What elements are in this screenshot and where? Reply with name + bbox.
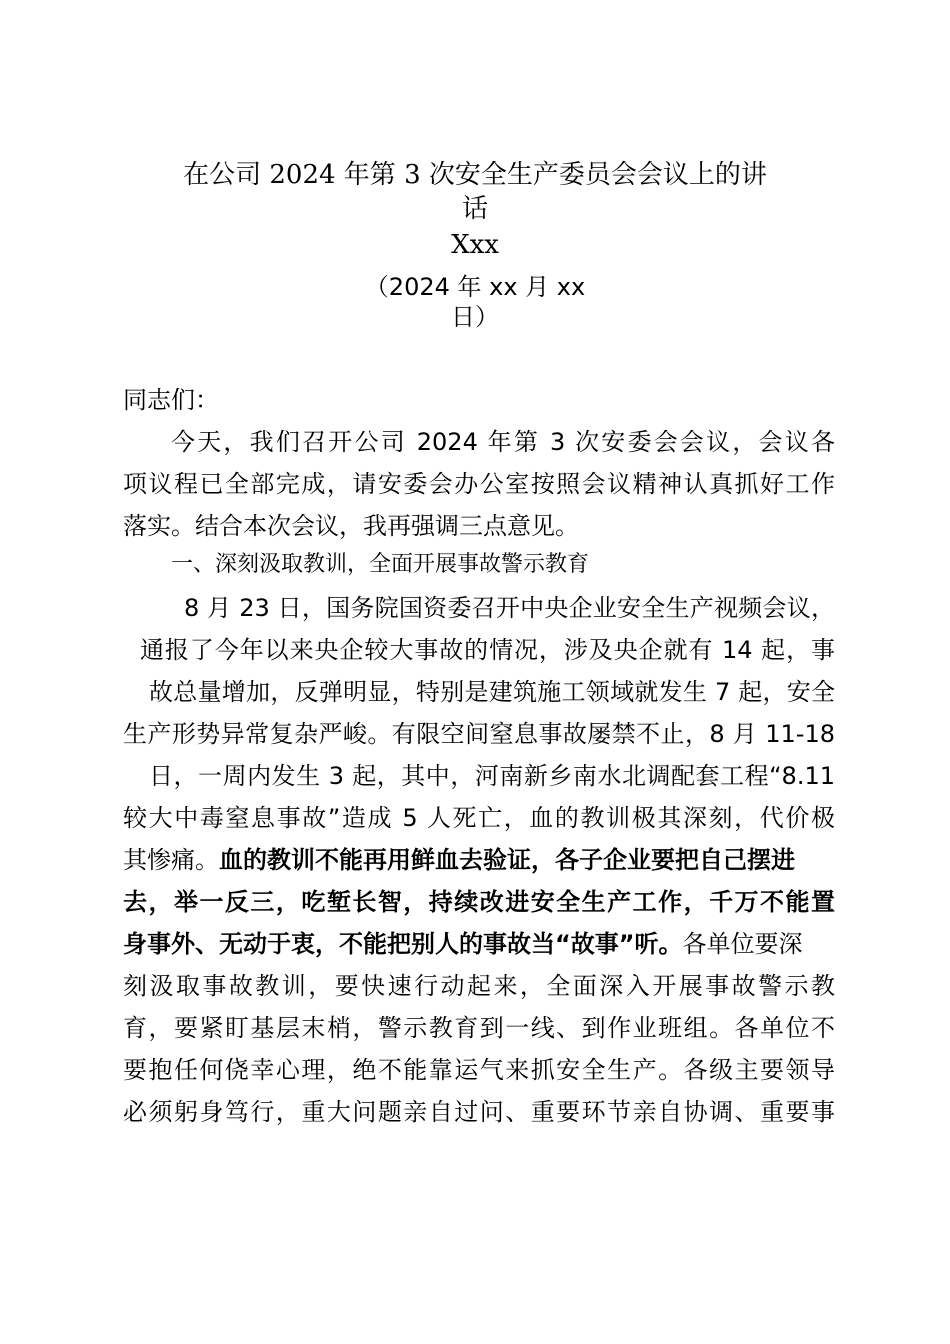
paragraph-2-line-6: 较大中毒窒息事故”造成 5 人死亡，血的教训极其深刻，代价极 — [123, 804, 835, 832]
paragraph-1-line-1: 今天，我们召开公司 2024 年第 3 次安委会会议，会议各 — [171, 428, 835, 456]
paragraph-2-line-12: 要抱任何侥幸心理，绝不能靠运气来抓安全生产。各级主要领导 — [123, 1056, 835, 1084]
paragraph-2-line-2: 通报了今年以来央企较大事故的情况，涉及央企就有 14 起，事 — [140, 636, 835, 664]
paragraph-1-line-2: 项议程已全部完成，请安委会办公室按照会议精神认真抓好工作 — [123, 470, 835, 498]
document-title-line-2: 话 — [461, 194, 488, 224]
paragraph-1-line-3: 落实。结合本次会议，我再强调三点意见。 — [123, 512, 579, 540]
document-title-line-1: 在公司 2024 年第 3 次安全生产委员会会议上的讲 — [183, 160, 767, 190]
paragraph-2-line-3: 故总量增加，反弹明显，特别是建筑施工领域就发生 7 起，安全 — [149, 678, 835, 706]
speaker-name: Xxx — [451, 230, 499, 260]
paragraph-2-line-8-bold: 去，举一反三，吃堑长智，持续改进安全生产工作，千万不能置 — [123, 888, 835, 916]
paragraph-2-line-9-plain: 各单位要深 — [682, 930, 803, 958]
date-line-2: 日） — [451, 303, 499, 331]
date-line-1: （2024 年 xx 月 xx — [364, 273, 586, 301]
paragraph-2-line-5: 日，一周内发生 3 起，其中，河南新乡南水北调配套工程“8.11 — [149, 762, 835, 790]
paragraph-2-line-13: 必须躬身笃行，重大问题亲自过问、重要环节亲自协调、重要事 — [123, 1098, 835, 1126]
paragraph-2-line-9 — [123, 923, 835, 965]
paragraph-2-line-9-bold: 身事外、无动于衷，不能把别人的事故当“故事”听。 — [123, 930, 683, 958]
paragraph-2-line-1: 8 月 23 日，国务院国资委召开中央企业安全生产视频会议， — [184, 594, 835, 622]
salutation: 同志们： — [123, 386, 219, 414]
paragraph-2-line-10: 刻汲取事故教训，要快速行动起来，全面深入开展事故警示教 — [123, 972, 835, 1000]
paragraph-2-line-4: 生产形势异常复杂严峻。有限空间窒息事故屡禁不止，8 月 11-18 — [123, 720, 835, 748]
paragraph-2-line-7-bold: 血的教训不能再用鲜血去验证，各子企业要把自己摆进 — [219, 846, 795, 874]
section-heading-1: 一、深刻汲取教训，全面开展事故警示教育 — [171, 552, 590, 577]
paragraph-2-line-7 — [123, 839, 835, 881]
paragraph-2-line-7-plain: 其惨痛。 — [123, 846, 219, 874]
paragraph-2-line-11: 育，要紧盯基层末梢，警示教育到一线、到作业班组。各单位不 — [123, 1014, 835, 1042]
